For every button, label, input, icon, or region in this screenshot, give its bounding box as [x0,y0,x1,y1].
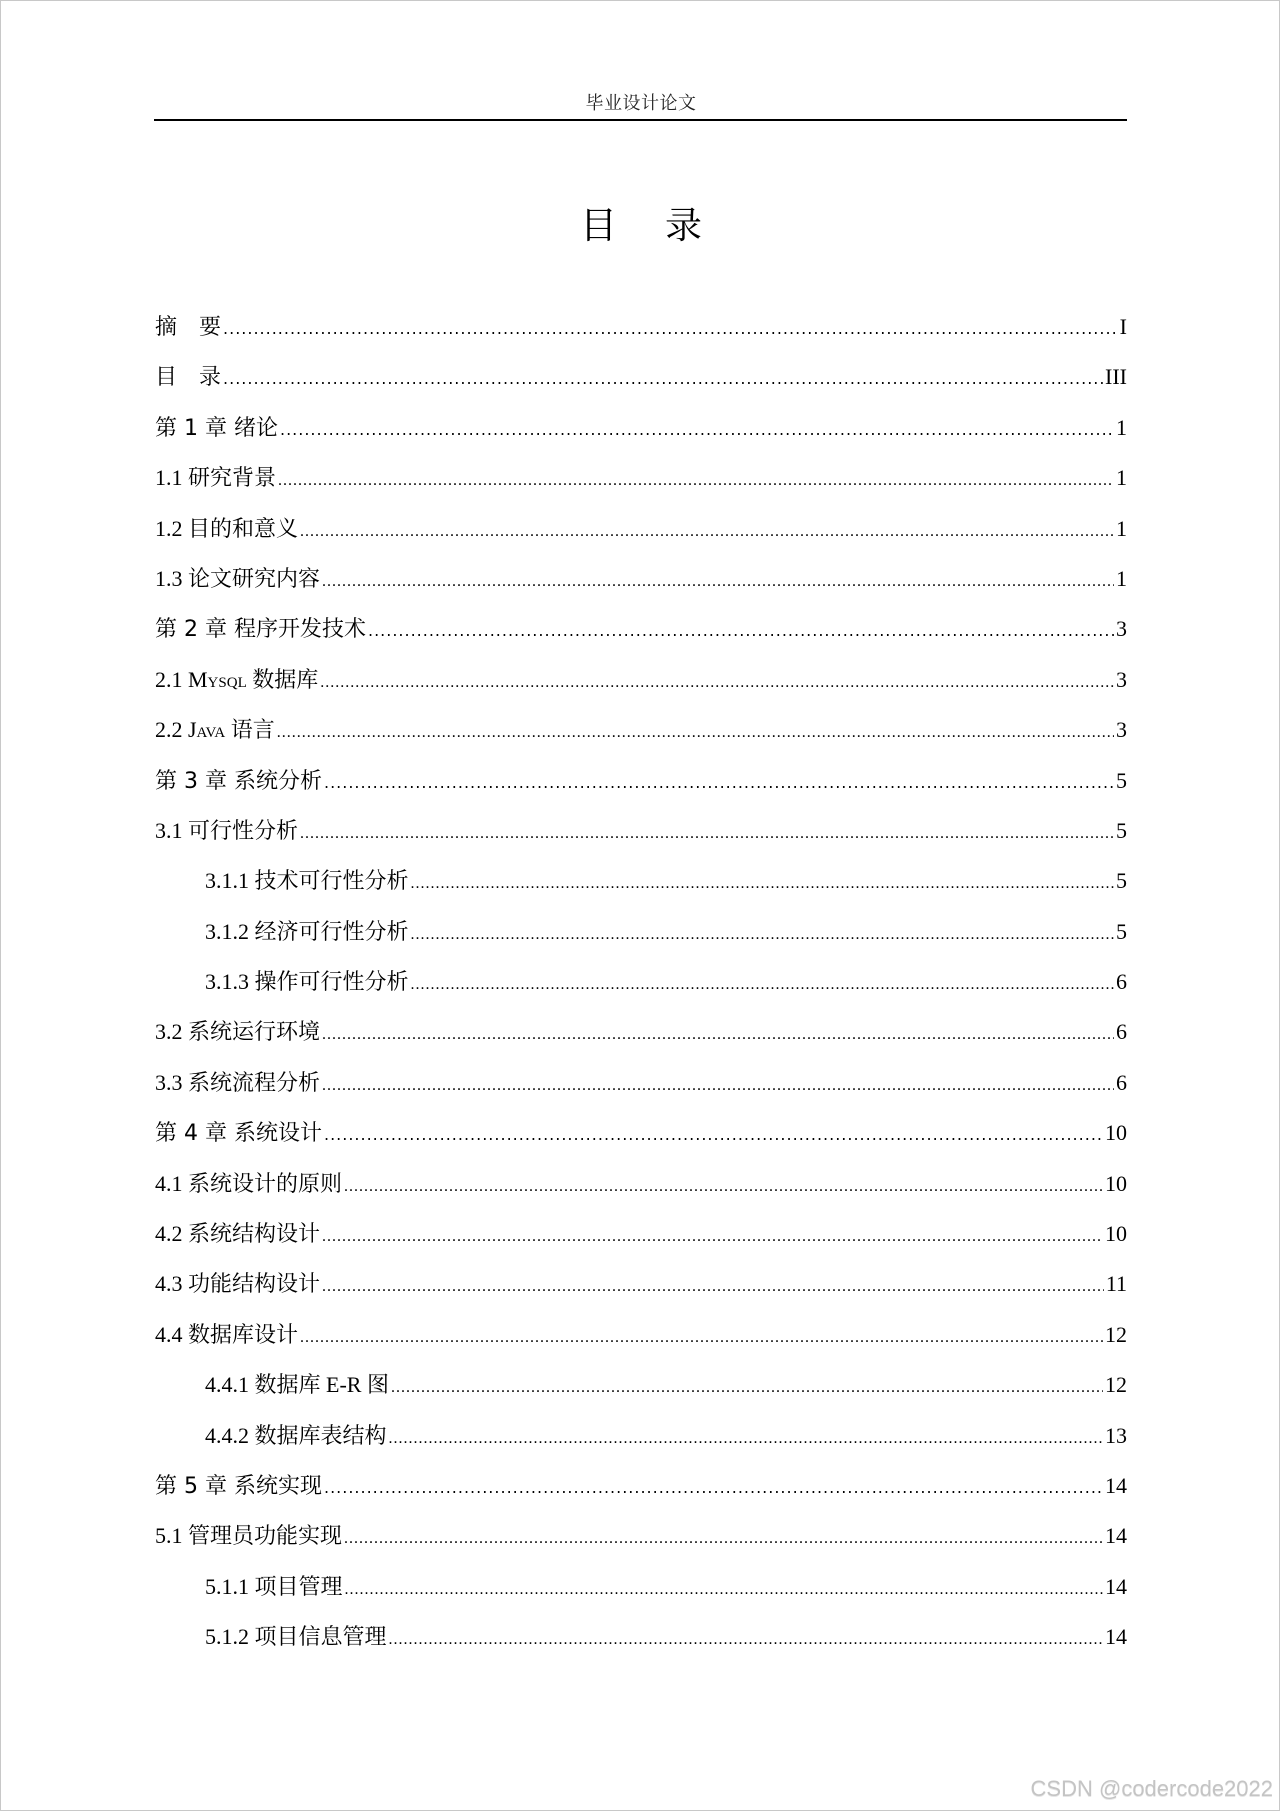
toc-entry-page: 14 [1105,1624,1127,1650]
toc-entry-page: 1 [1116,515,1127,541]
watermark: CSDN @codercode2022 [1030,1776,1273,1801]
toc-entry-page: 6 [1116,969,1127,995]
toc-entry-contents[interactable] [155,357,1127,407]
toc-entry-page: 1 [1116,414,1127,440]
toc-entry-chapter-3[interactable] [155,761,1127,811]
toc-entry-page: 5 [1116,918,1127,944]
table-of-contents [155,307,1127,1668]
toc-entry-page: 5 [1116,868,1127,894]
toc-entry-page: 12 [1105,1372,1127,1398]
toc-entry-chapter-1[interactable] [155,408,1127,458]
toc-entry-5-1[interactable] [155,1516,1127,1566]
toc-entry-3-2[interactable] [155,1012,1127,1062]
toc-entry-4-4[interactable] [155,1315,1127,1365]
toc-entry-page: 3 [1116,717,1127,743]
dot-leader [223,359,1103,399]
dot-leader [322,1217,1103,1257]
toc-entry-chapter-4[interactable] [155,1113,1127,1163]
toc-entry-page: 11 [1105,1271,1127,1297]
dot-leader [320,663,1114,703]
toc-entry-abstract[interactable] [155,307,1127,357]
toc-entry-label: 2.1 Mysql 数据库 [155,666,319,692]
toc-entry-1-2[interactable] [155,509,1127,559]
toc-entry-label: 1.1 研究背景 [155,465,277,491]
toc-entry-label: 目 录 [155,365,222,391]
dot-leader [322,1066,1114,1106]
toc-entry-page: 10 [1105,1120,1127,1146]
toc-entry-label: 3.1 可行性分析 [155,817,299,843]
toc-entry-label: 1.2 目的和意义 [155,515,299,541]
toc-entry-2-2[interactable] [155,710,1127,760]
toc-entry-page: 5 [1116,767,1127,793]
toc-entry-3-1-3[interactable] [155,962,1127,1012]
dot-leader [324,763,1114,803]
toc-entry-label: 4.3 功能结构设计 [155,1271,321,1297]
toc-entry-3-1-2[interactable] [155,912,1127,962]
dot-leader [322,1015,1114,1055]
toc-entry-label: 4.4.2 数据库表结构 [205,1422,387,1448]
toc-entry-label: 3.1.2 经济可行性分析 [205,918,409,944]
toc-entry-page: 14 [1105,1523,1127,1549]
toc-entry-label: 2.2 Java 语言 [155,717,275,743]
dot-leader [345,1570,1103,1610]
toc-entry-label: 第 1 章 绪论 [155,415,278,441]
toc-entry-label: 3.1.3 操作可行性分析 [205,969,409,995]
toc-entry-page: 14 [1105,1472,1127,1498]
toc-entry-label: 5.1.1 项目管理 [205,1573,343,1599]
dot-leader [411,864,1114,904]
dot-leader [300,1318,1103,1358]
toc-entry-page: I [1119,314,1127,339]
dot-leader [300,814,1114,854]
toc-entry-label: 4.4.1 数据库 E-R 图 [205,1372,389,1398]
toc-entry-4-1[interactable] [155,1164,1127,1214]
dot-leader [278,461,1114,501]
toc-entry-2-1[interactable] [155,660,1127,710]
title-char-2: 录 [665,204,702,247]
toc-entry-label: 3.1.1 技术可行性分析 [205,868,409,894]
toc-entry-label: 第 3 章 系统分析 [155,768,322,794]
dot-leader [411,915,1114,955]
toc-entry-3-3[interactable] [155,1063,1127,1113]
toc-entry-4-2[interactable] [155,1214,1127,1264]
toc-entry-5-1-2[interactable] [155,1617,1127,1667]
header-divider [154,119,1127,121]
dot-leader [368,611,1114,651]
toc-entry-3-1[interactable] [155,811,1127,861]
toc-entry-label: 4.1 系统设计的原则 [155,1170,343,1196]
toc-entry-page: 14 [1105,1573,1127,1599]
toc-entry-page: 10 [1105,1221,1127,1247]
toc-entry-5-1-1[interactable] [155,1567,1127,1617]
toc-entry-3-1-1[interactable] [155,861,1127,911]
toc-entry-chapter-5[interactable] [155,1466,1127,1516]
dot-leader [322,1267,1104,1307]
toc-entry-4-4-1[interactable] [155,1365,1127,1415]
toc-entry-chapter-2[interactable] [155,609,1127,659]
dot-leader [223,309,1118,349]
dot-leader [344,1519,1103,1559]
toc-entry-page: 1 [1116,465,1127,491]
toc-entry-label: 3.2 系统运行环境 [155,1019,321,1045]
dot-leader [324,1468,1103,1508]
dot-leader [300,512,1114,552]
running-header: 毕业设计论文 [585,93,697,113]
toc-entry-label: 第 4 章 系统设计 [155,1121,322,1147]
toc-entry-page: 6 [1116,1019,1127,1045]
toc-entry-1-1[interactable] [155,458,1127,508]
dot-leader [324,1115,1103,1155]
dot-leader [280,410,1114,450]
toc-entry-page: 6 [1116,1069,1127,1095]
dot-leader [391,1368,1103,1408]
toc-entry-label: 4.4 数据库设计 [155,1321,299,1347]
toc-entry-4-3[interactable] [155,1264,1127,1314]
toc-entry-page: 3 [1116,666,1127,692]
toc-entry-page: 10 [1105,1170,1127,1196]
toc-entry-label: 3.3 系统流程分析 [155,1069,321,1095]
dot-leader [411,965,1114,1005]
toc-entry-page: 1 [1116,565,1127,591]
toc-entry-page: 12 [1105,1321,1127,1347]
toc-entry-label: 5.1 管理员功能实现 [155,1523,343,1549]
toc-entry-label: 5.1.2 项目信息管理 [205,1624,387,1650]
toc-entry-page: III [1105,364,1127,390]
dot-leader [389,1620,1103,1660]
toc-entry-page: 5 [1116,817,1127,843]
toc-entry-label: 1.3 论文研究内容 [155,565,321,591]
toc-entry-label: 第 2 章 程序开发技术 [155,617,366,643]
toc-entry-4-4-2[interactable] [155,1416,1127,1466]
title-char-1: 目 [580,204,617,247]
toc-entry-label: 第 5 章 系统实现 [155,1473,322,1499]
dot-leader [277,713,1114,753]
toc-entry-page: 13 [1105,1422,1127,1448]
dot-leader [344,1167,1103,1207]
dot-leader [389,1419,1103,1459]
page-title [1,201,1280,251]
toc-entry-page: 3 [1116,616,1127,642]
toc-entry-label: 4.2 系统结构设计 [155,1221,321,1247]
toc-entry-label: 摘 要 [155,315,222,340]
toc-entry-1-3[interactable] [155,559,1127,609]
dot-leader [322,562,1114,602]
